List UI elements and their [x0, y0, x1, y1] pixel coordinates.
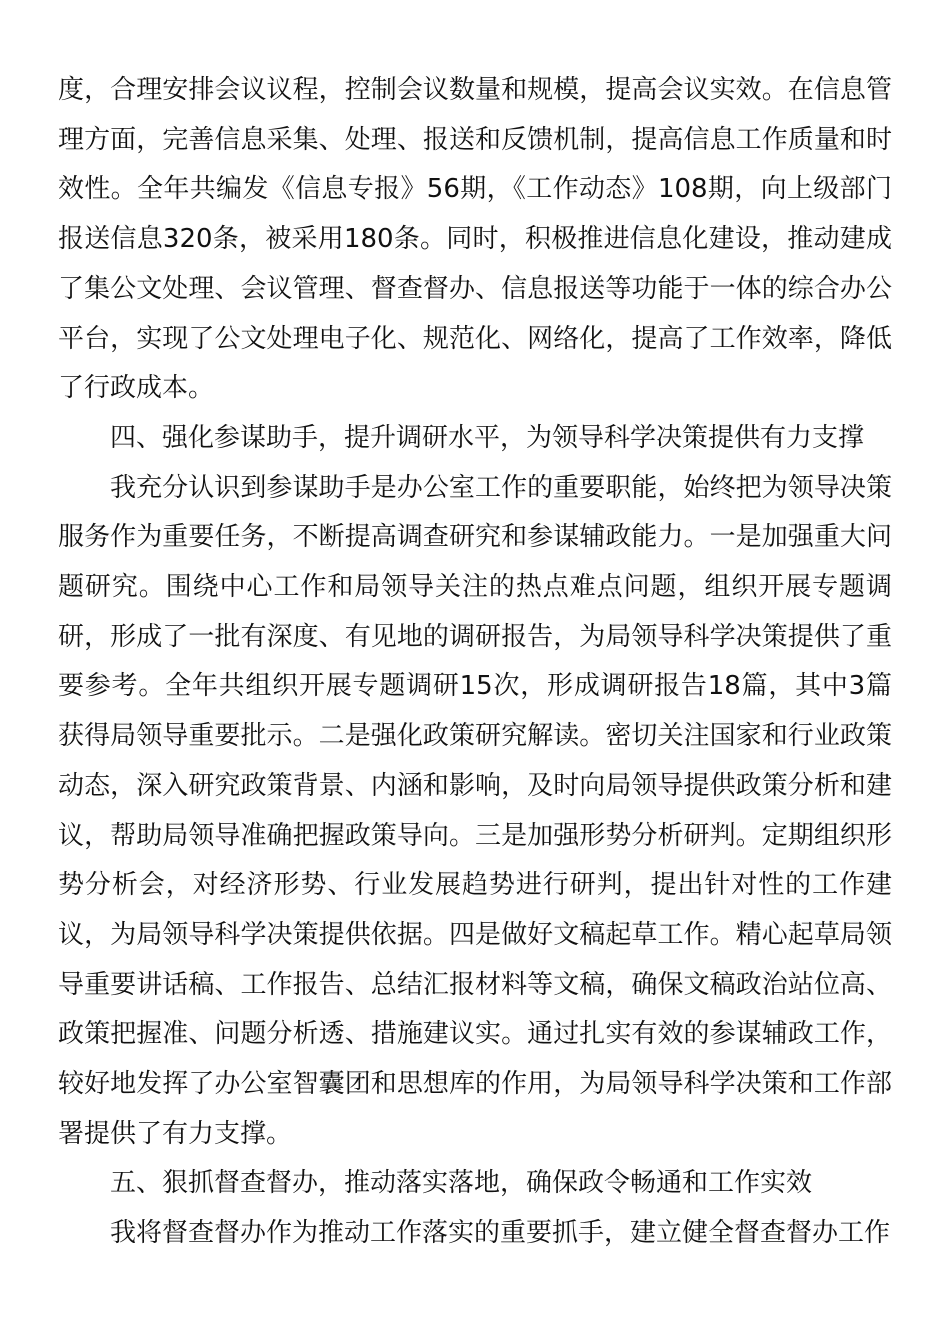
paragraph-supervision: 我将督查督办作为推动工作落实的重要抓手，建立健全督查督办工作	[110, 1218, 891, 1249]
section-heading-5: 五、狠抓督查督办，推动落实落地，确保政令畅通和工作实效	[110, 1168, 813, 1199]
paragraph-information-management: 度，合理安排会议议程，控制会议数量和规模，提高会议实效。在信息管理方面，完善信息采集、处理、报送和反馈机制，提高信息工作质量和时效性。全年共编发《信息专报》56期，《工作动态》108期，向上级部门报送信息320条，被采用180条。同时，积极推进信息化建设，推动建成了集公文处理、会议管理、督查督办、信息报送等功能于一体的综合办公平台，实现了公文处理电子化、规范化、网络化，提高了工作效率，降低了行政成本。	[58, 75, 892, 404]
section-heading-4: 四、强化参谋助手，提升调研水平，为领导科学决策提供有力支撑	[110, 422, 865, 453]
paragraph-advisory-research: 我充分认识到参谋助手是办公室工作的重要职能，始终把为领导决策服务作为重要任务，不断提高调查研究和参谋辅政能力。一是加强重大问题研究。围绕中心工作和局领导关注的热点难点问题，组织开展专题调研，形成了一批有深度、有见地的调研报告，为局领导科学决策提供了重要参考。全年共组织开展专题调研15次，形成调研报告18篇，其中3篇获得局领导重要批示。二是强化政策研究解读。密切关注国家和行业政策动态，深入研究政策背景、内涵和影响，及时向局领导提供政策分析和建议，帮助局领导准确把握政策导向。三是加强形势分析研判。定期组织形势分析会，对经济形势、行业发展趋势进行研判，提出针对性的工作建议，为局领导科学决策提供依据。四是做好文稿起草工作。精心起草局领导重要讲话稿、工作报告、总结汇报材料等文稿，确保文稿政治站位高、政策把握准、问题分析透、措施建议实。通过扎实有效的参谋辅政工作，较好地发挥了办公室智囊团和思想库的作用，为局领导科学决策和工作部署提供了有力支撑。	[58, 472, 892, 1149]
document-page	[58, 66, 892, 1259]
